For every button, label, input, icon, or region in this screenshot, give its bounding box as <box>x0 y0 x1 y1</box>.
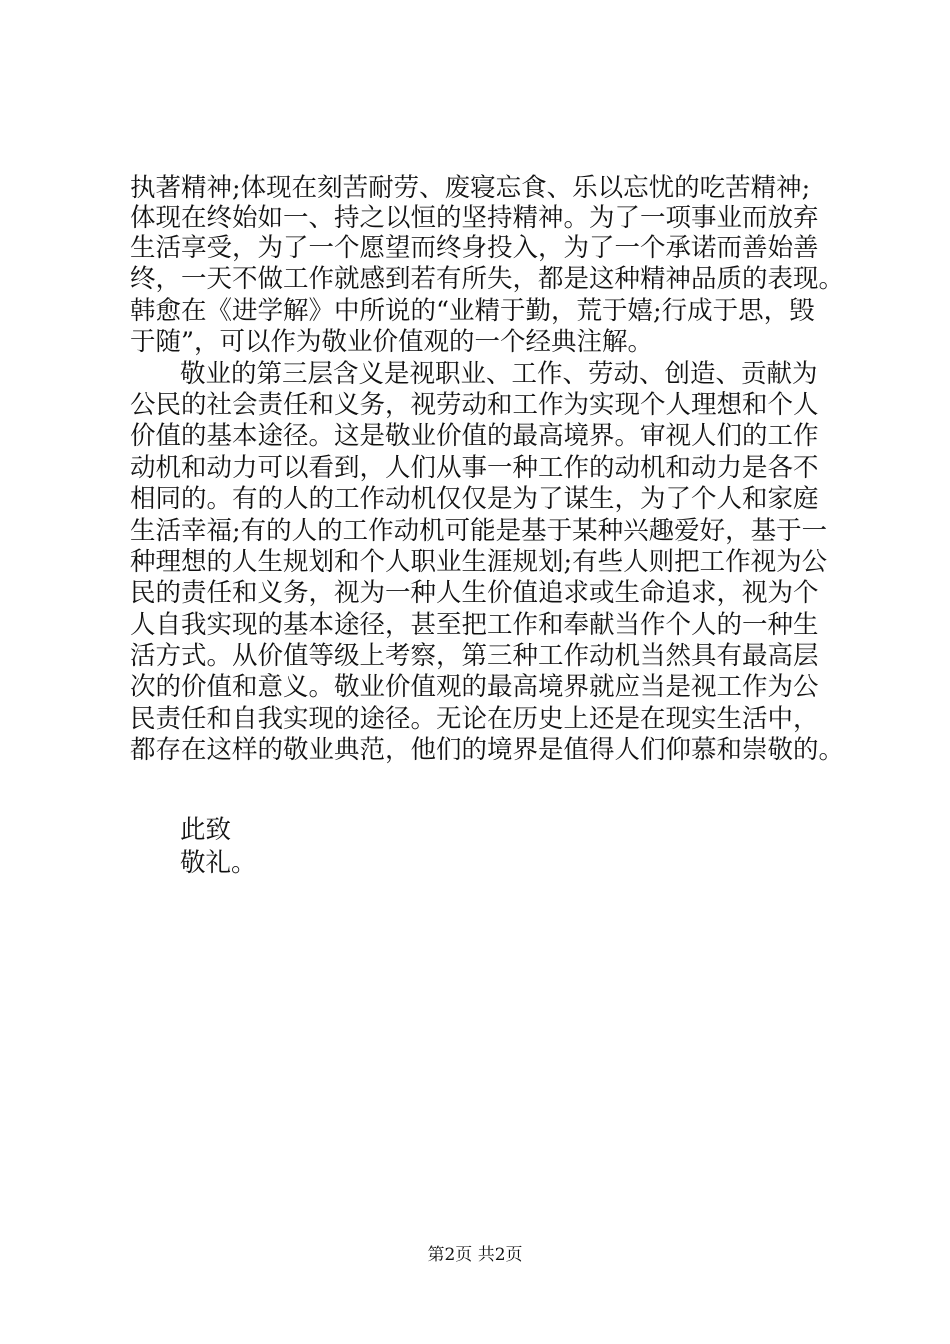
body-line: 体现在终始如一、持之以恒的坚持精神。为了一项事业而放弃 <box>130 203 819 233</box>
body-line: 于随”，可以作为敬业价值观的一个经典注解。 <box>130 327 654 357</box>
body-line: 生活幸福;有的人的工作动机可能是基于某种兴趣爱好，基于一 <box>130 516 828 546</box>
body-line: 生活享受，为了一个愿望而终身投入，为了一个承诺而善始善 <box>130 233 819 263</box>
body-line: 价值的基本途径。这是敬业价值的最高境界。审视人们的工作 <box>130 421 819 451</box>
body-line: 都存在这样的敬业典范，他们的境界是值得人们仰慕和崇敬的。 <box>130 735 845 765</box>
body-line: 执著精神;体现在刻苦耐劳、废寝忘食、乐以忘忧的吃苦精神; <box>130 173 811 203</box>
closing-salutation: 此致 <box>180 815 232 845</box>
body-line: 动机和动力可以看到，人们从事一种工作的动机和动力是各不 <box>130 453 819 483</box>
body-line: 种理想的人生规划和个人职业生涯规划;有些人则把工作视为公 <box>130 547 828 577</box>
body-line: 人自我实现的基本途径，甚至把工作和奉献当作个人的一种生 <box>130 610 819 640</box>
body-line: 韩愈在《进学解》中所说的“业精于勤，荒于嬉;行成于思，毁 <box>130 296 815 326</box>
page-number-footer: 第2页 共2页 <box>427 1245 523 1265</box>
closing-regards: 敬礼。 <box>180 848 257 878</box>
body-line: 终，一天不做工作就感到若有所失，都是这种精神品质的表现。 <box>130 264 845 294</box>
body-line: 次的价值和意义。敬业价值观的最高境界就应当是视工作为公 <box>130 672 819 702</box>
paragraph-start-line: 敬业的第三层含义是视职业、工作、劳动、创造、贡献为 <box>180 359 818 389</box>
body-line: 相同的。有的人的工作动机仅仅是为了谋生，为了个人和家庭 <box>130 484 819 514</box>
body-line: 民责任和自我实现的途径。无论在历史上还是在现实生活中， <box>130 704 819 734</box>
body-line: 活方式。从价值等级上考察，第三种工作动机当然具有最高层 <box>130 641 819 671</box>
body-line: 公民的社会责任和义务，视劳动和工作为实现个人理想和个人 <box>130 390 819 420</box>
body-line: 民的责任和义务，视为一种人生价值追求或生命追求，视为个 <box>130 578 819 608</box>
